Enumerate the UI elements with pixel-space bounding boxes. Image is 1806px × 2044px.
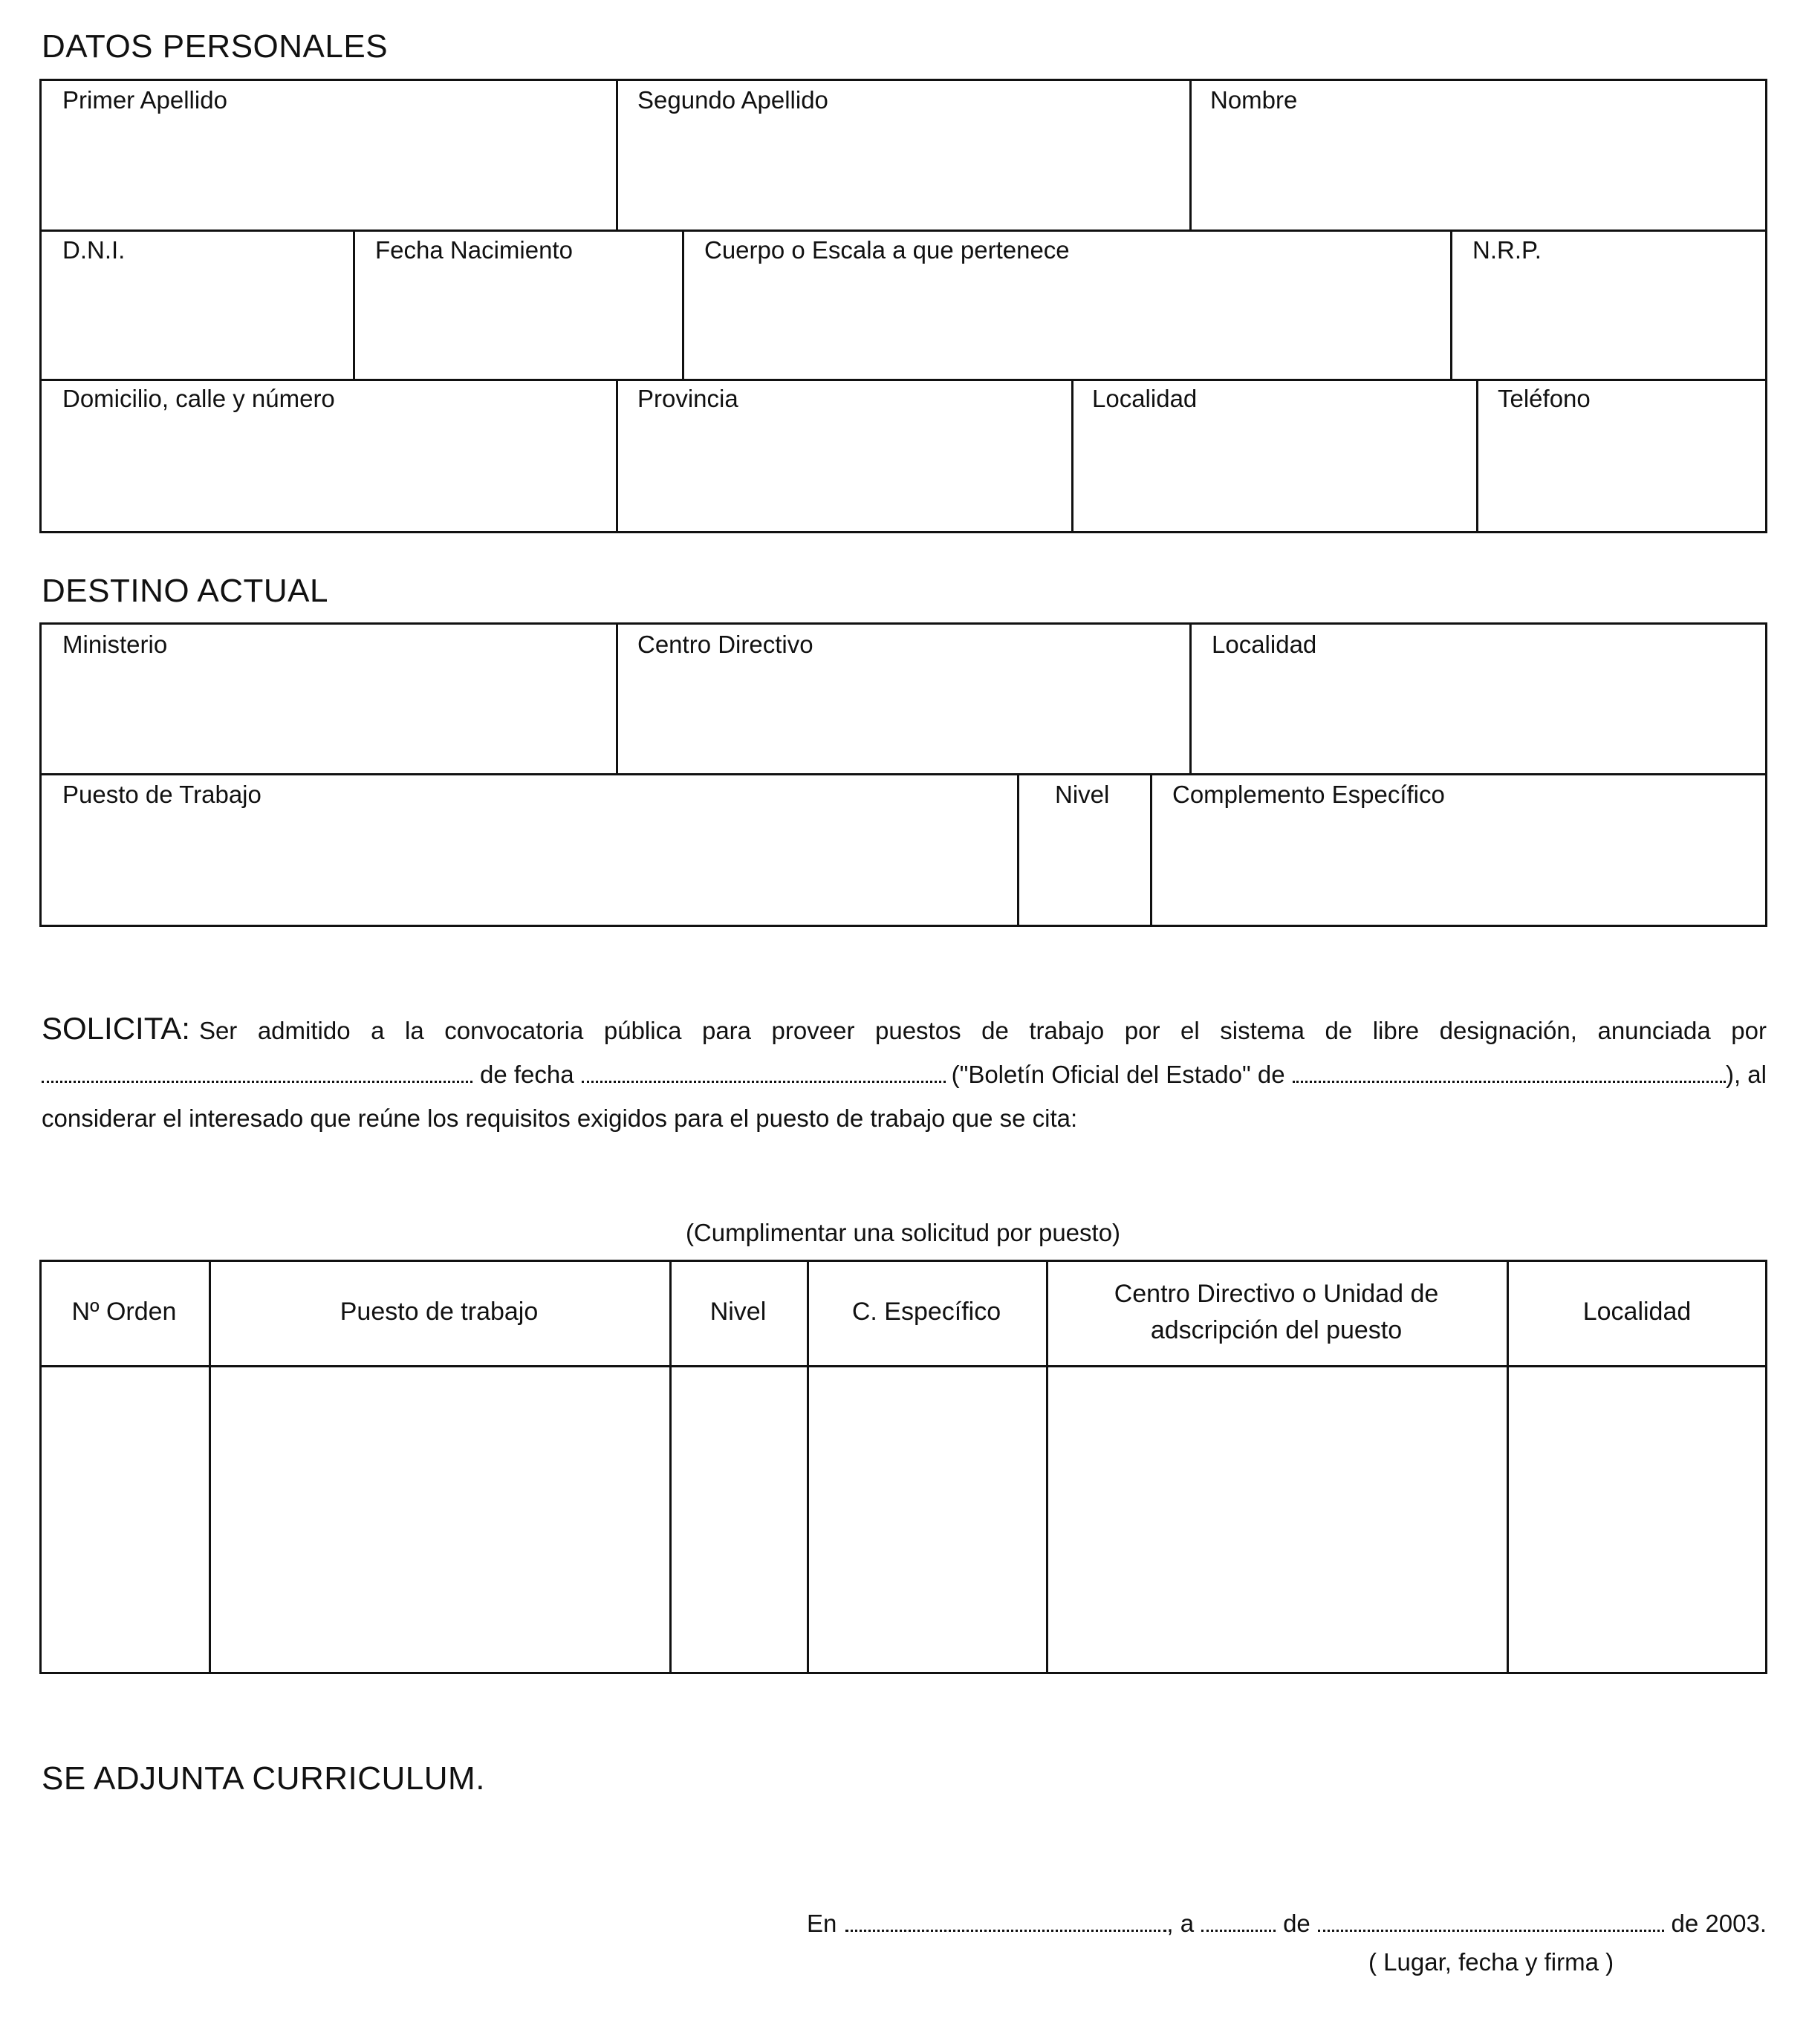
field-fecha-nacimiento[interactable]: Fecha Nacimiento bbox=[375, 236, 573, 264]
divider bbox=[39, 379, 1767, 381]
solicita-line-1 bbox=[42, 1013, 1767, 1044]
boletin-label: ("Boletín Oficial del Estado" de bbox=[951, 1061, 1285, 1088]
divider bbox=[1189, 622, 1192, 774]
divider bbox=[353, 230, 355, 380]
solicita-label: SOLICITA: bbox=[42, 1011, 190, 1046]
firma-en-label: En bbox=[807, 1910, 837, 1937]
boletin-fecha-blank[interactable] bbox=[1293, 1073, 1726, 1083]
divider bbox=[1150, 773, 1152, 927]
field-cuerpo-escala[interactable]: Cuerpo o Escala a que pertenece bbox=[704, 236, 1070, 264]
field-complemento-especifico[interactable]: Complemento Específico bbox=[1172, 781, 1445, 808]
divider bbox=[1476, 379, 1478, 533]
cell-puesto[interactable] bbox=[211, 1367, 669, 1672]
field-provincia[interactable]: Provincia bbox=[637, 385, 738, 412]
divider bbox=[1189, 79, 1192, 230]
divider bbox=[616, 622, 618, 774]
divider bbox=[39, 773, 1767, 775]
cell-orden[interactable] bbox=[42, 1367, 209, 1672]
curriculum-note: SE ADJUNTA CURRICULUM. bbox=[42, 1760, 485, 1797]
boletin-close: ), al bbox=[1725, 1061, 1767, 1088]
section-title-datos-personales: DATOS PERSONALES bbox=[42, 28, 389, 65]
field-segundo-apellido[interactable]: Segundo Apellido bbox=[637, 86, 828, 114]
firma-caption: ( Lugar, fecha y firma ) bbox=[1368, 1948, 1614, 1976]
field-dni[interactable]: D.N.I. bbox=[62, 236, 126, 264]
col-header-orden: Nº Orden bbox=[71, 1298, 177, 1327]
cell-localidad[interactable] bbox=[1509, 1367, 1765, 1672]
solicita-line-3: considerar el interesado que reúne los requisitos exigidos para el puesto de trabajo que se cita: bbox=[42, 1104, 1078, 1132]
field-primer-apellido[interactable]: Primer Apellido bbox=[62, 86, 227, 114]
field-domicilio[interactable]: Domicilio, calle y número bbox=[62, 385, 335, 412]
datos-personales-table bbox=[39, 79, 1767, 533]
solicita-line-2 bbox=[42, 1062, 1767, 1087]
dia-blank[interactable] bbox=[1201, 1922, 1276, 1932]
field-centro-directivo[interactable]: Centro Directivo bbox=[637, 631, 813, 658]
firma-de-label: de bbox=[1283, 1910, 1310, 1937]
firma-line bbox=[807, 1911, 1767, 1936]
field-puesto-trabajo[interactable]: Puesto de Trabajo bbox=[62, 781, 262, 808]
field-nrp[interactable]: N.R.P. bbox=[1472, 236, 1542, 264]
divider bbox=[1017, 773, 1019, 927]
field-ministerio[interactable]: Ministerio bbox=[62, 631, 168, 658]
divider bbox=[616, 379, 618, 533]
mes-blank[interactable] bbox=[1318, 1922, 1664, 1932]
col-header-centro-directivo: Centro Directivo o Unidad de adscripción del puesto bbox=[1114, 1279, 1439, 1344]
col-header-c-especifico: C. Específico bbox=[851, 1298, 1001, 1327]
field-localidad-destino[interactable]: Localidad bbox=[1212, 631, 1317, 658]
divider bbox=[1450, 230, 1452, 380]
divider bbox=[1071, 379, 1073, 533]
divider bbox=[39, 230, 1767, 232]
firma-a-label: , a bbox=[1166, 1910, 1195, 1937]
divider bbox=[682, 230, 684, 380]
field-nivel[interactable]: Nivel bbox=[1055, 781, 1110, 808]
col-header-puesto: Puesto de trabajo bbox=[340, 1298, 539, 1327]
cell-nivel[interactable] bbox=[672, 1367, 807, 1672]
col-header-nivel: Nivel bbox=[709, 1298, 767, 1327]
puestos-note: (Cumplimentar una solicitud por puesto) bbox=[685, 1219, 1121, 1246]
cell-centro-directivo[interactable] bbox=[1048, 1367, 1507, 1672]
lugar-blank[interactable] bbox=[845, 1922, 1166, 1932]
field-localidad[interactable]: Localidad bbox=[1092, 385, 1198, 412]
de-fecha-label: de fecha bbox=[480, 1061, 574, 1088]
field-telefono[interactable]: Teléfono bbox=[1498, 385, 1591, 412]
section-title-destino-actual: DESTINO ACTUAL bbox=[42, 573, 328, 609]
anunciada-por-blank[interactable] bbox=[42, 1073, 472, 1083]
firma-year: de 2003. bbox=[1671, 1910, 1767, 1937]
solicita-text: Ser admitido a la convocatoria pública para proveer puestos de trabajo por el sistema de libre designación, anunciada por bbox=[198, 1017, 1767, 1044]
divider bbox=[616, 79, 618, 230]
fecha-blank[interactable] bbox=[582, 1073, 946, 1083]
field-nombre[interactable]: Nombre bbox=[1210, 86, 1298, 114]
cell-c-especifico[interactable] bbox=[809, 1367, 1046, 1672]
col-header-localidad: Localidad bbox=[1582, 1298, 1692, 1327]
